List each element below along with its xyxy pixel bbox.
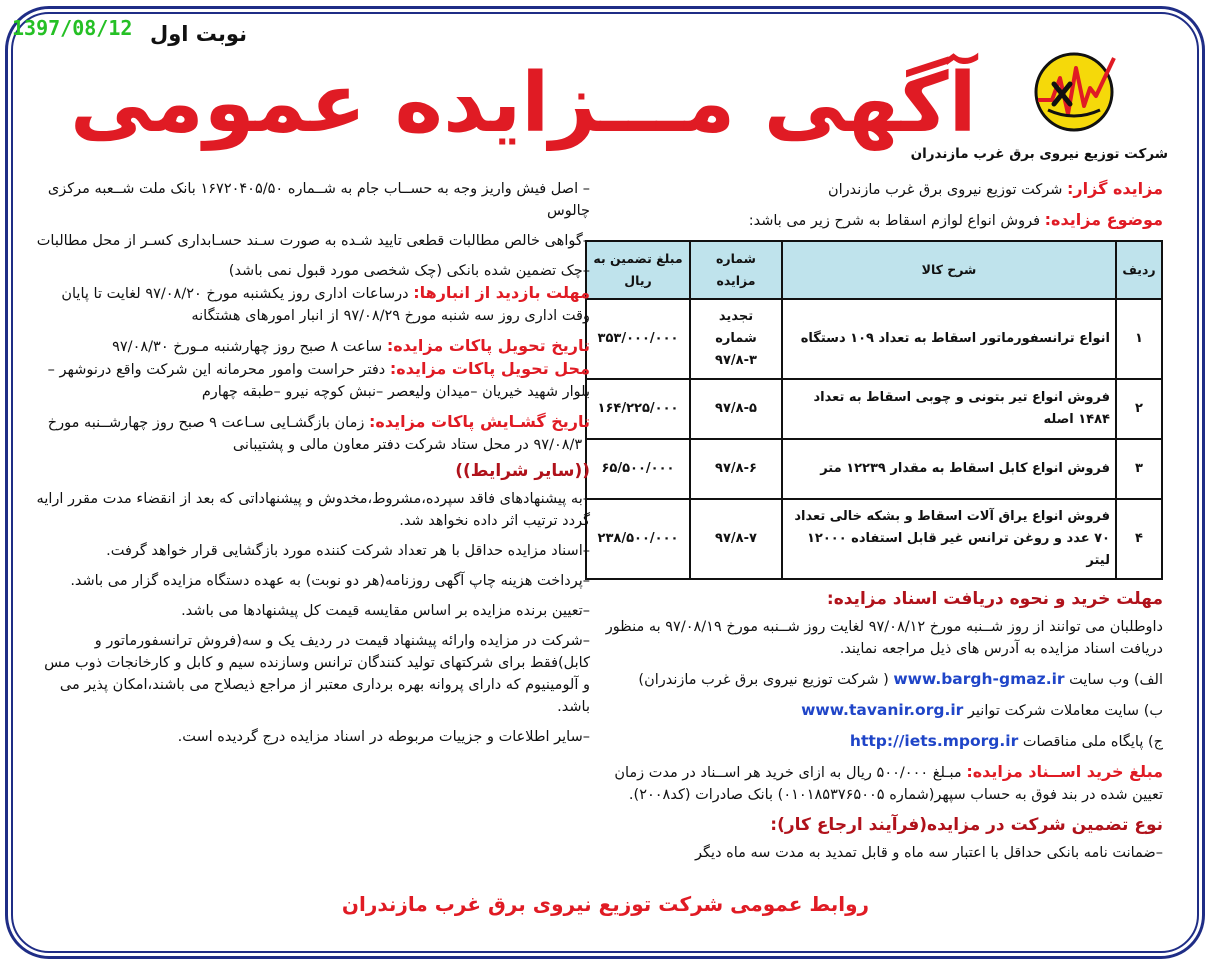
left-column xyxy=(36,178,590,748)
docs-a-prefix: الف) وب سایت xyxy=(1069,672,1163,688)
col-header-row-num: ردیف xyxy=(1116,241,1162,299)
docs-text: داوطلبان می توانند از روز شــنبه مورخ ۹۷/۰۸/۱۲ لغایت روز شــنبه مورخ ۹۷/۰۸/۱۹ به منظور دریافت اسناد مزایده به آدرس های ذیل مراجعه نمایند. xyxy=(605,619,1163,657)
visit-text: درساعات اداری روز یکشنبه مورخ ۹۷/۰۸/۲۰ لغایت تا پایان وقت اداری روز سه شنبه مورخ ۹۷/۰۸/۲۹ از انبار امورهای هشتگانه xyxy=(61,286,590,324)
row-description: فروش انواع یراق آلات اسقاط و بشکه خالی تعداد ۷۰ عدد و روغن ترانس غیر قابل استفاده ۱۲۰۰۰ لیتر xyxy=(782,499,1116,579)
condition-item: –شرکت در مزایده وارائه پیشنهاد قیمت در ردیف یک و سه(فروش ترانسفورماتور و کابل)فقط برای شرکتهای تولید کنندگان ترانس وسازنده سیم و کابل و کارخانجات ذوب مس و آلومینیوم که دارای پروانه بهره برداری معتبر از مراجع ذیصلاح می باشند،امکان پذیر می باشد. xyxy=(44,633,590,715)
opening-label: تاریخ گشـایش پاکات مزایده: xyxy=(368,412,590,431)
docs-c-prefix: ج) پایگاه ملی مناقصات xyxy=(1022,734,1163,750)
footer-public-relations: روابط عمومی شرکت توزیع نیروی برق غرب مازندران xyxy=(341,892,870,916)
other-conditions-heading: ((سایر شرایط)) xyxy=(455,461,590,481)
auctioneer-label: مزایده گزار: xyxy=(1067,179,1163,198)
row-auction-number: ۹۷/۸-۵ xyxy=(690,379,782,439)
lightning-logo-icon xyxy=(1030,48,1118,136)
subject-label: موضوع مزایده: xyxy=(1044,210,1163,229)
right-column xyxy=(585,178,1163,864)
page-title: آگهی مـــزایده عمومی xyxy=(70,56,977,151)
visit-paragraph xyxy=(36,282,590,327)
condition-item: –چک تضمین شده بانکی (چک شخصی مورد قبول نمی باشد) xyxy=(228,263,590,279)
condition-item: –پرداخت هزینه چاپ آگهی روزنامه(هر دو نوبت) به عهده دستگاه مزایده گزار می باشد. xyxy=(70,573,590,589)
tavanir-link[interactable]: www.tavanir.org.ir xyxy=(801,701,964,719)
row-number: ۳ xyxy=(1116,439,1162,499)
delivery-place-paragraph xyxy=(36,358,590,403)
row-number: ۱ xyxy=(1116,299,1162,379)
row-guarantee-amount: ۳۵۳/۰۰۰/۰۰۰ xyxy=(586,299,690,379)
bargh-gmaz-link[interactable]: www.bargh-gmaz.ir xyxy=(893,670,1065,688)
docs-a-suffix: ( شرکت توزیع نیروی برق غرب مازندران) xyxy=(638,672,889,688)
subject-value: فروش انواع لوازم اسقاط به شرح زیر می باشد: xyxy=(748,213,1041,229)
row-number: ۲ xyxy=(1116,379,1162,439)
auctioneer-line xyxy=(585,178,1163,201)
delivery-date-label: تاریخ تحویل پاکات مزایده: xyxy=(386,336,590,355)
col-header-auction-number: شماره مزایده xyxy=(690,241,782,299)
condition-item: –اسناد مزایده حداقل با هر تعداد شرکت کننده مورد بازگشایی قرار خواهد گرفت. xyxy=(106,543,590,559)
price-paragraph xyxy=(585,761,1163,806)
guarantee-heading: نوع تضمین شرکت در مزایده(فرآیند ارجاع کار): xyxy=(770,815,1163,835)
col-header-guarantee-amount: مبلغ تضمین به ریال xyxy=(586,241,690,299)
price-label: مبلغ خرید اســناد مزایده: xyxy=(966,762,1163,781)
condition-item: – اصل فیش واریز وجه به حســاب جام به شــماره ۱۶۷۲۰۴۰۵/۵۰ بانک ملت شــعبه مرکزی چالوس xyxy=(47,181,590,219)
company-name: شرکت توزیع نیروی برق غرب مازندران xyxy=(910,146,1168,162)
row-guarantee-amount: ۶۵/۵۰۰/۰۰۰ xyxy=(586,439,690,499)
docs-source-a xyxy=(585,668,1163,691)
table-row xyxy=(586,379,1162,439)
row-description: انواع ترانسفورماتور اسقاط به تعداد ۱۰۹ دستگاه xyxy=(782,299,1116,379)
date-stamp: 1397/08/12 xyxy=(12,16,133,40)
delivery-place-text: دفتر حراست وامور محرمانه این شرکت واقع درنوشهر –بلوار شهید خیریان –میدان ولیعصر –نبش کوچه نیرو –طبقه چهارم xyxy=(47,362,590,400)
docs-b-prefix: ب) سایت معاملات شرکت توانیر xyxy=(967,703,1163,719)
condition-item: –سایر اطلاعات و جزییات مربوطه در اسناد مزایده درج گردیده است. xyxy=(177,729,590,745)
table-header-row xyxy=(586,241,1162,299)
guarantee-text: –ضمانت نامه بانکی حداقل با اعتبار سه ماه و قابل تمدید به مدت سه ماه دیگر xyxy=(695,845,1163,861)
items-table xyxy=(585,240,1163,580)
row-description: فروش انواع تیر بتونی و چوبی اسقاط به تعداد ۱۴۸۴ اصله xyxy=(782,379,1116,439)
col-header-description: شرح کالا xyxy=(782,241,1116,299)
docs-source-b xyxy=(585,699,1163,722)
row-guarantee-amount: ۲۳۸/۵۰۰/۰۰۰ xyxy=(586,499,690,579)
delivery-place-label: محل تحویل پاکات مزایده: xyxy=(389,359,590,378)
opening-text: زمان بازگشـایی سـاعت ۹ صبح روز چهارشــنبه مورخ ۹۷/۰۸/۳۰ در محل ستاد شرکت دفتر معاون مالی و پشتیبانی xyxy=(47,415,590,453)
row-auction-number: ۹۷/۸-۷ xyxy=(690,499,782,579)
table-row xyxy=(586,499,1162,579)
price-text: مبـلغ ۵۰۰/۰۰۰ ریال به ازای خرید هر اســناد در مدت زمان تعیین شده در بند فوق به حساب سپهر(شماره ۰۱۰۱۸۵۳۷۶۵۰۰۵) بانک صادرات (کد۲۰۰۸). xyxy=(614,765,1163,803)
row-auction-number: ۹۷/۸-۶ xyxy=(690,439,782,499)
docs-source-c xyxy=(585,730,1163,753)
row-guarantee-amount: ۱۶۴/۲۲۵/۰۰۰ xyxy=(586,379,690,439)
row-auction-number: تجدید شماره ۳-۹۷/۸ xyxy=(690,299,782,379)
condition-item: –به پیشنهادهای فاقد سپرده،مشروط،مخدوش و پیشنهاداتی که بعد از انقضاء مدت مقرر ارایه گردد ترتیب اثر داده نخواهد شد. xyxy=(36,491,590,529)
delivery-date-text: ساعت ۸ صبح روز چهارشنبه مـورخ ۹۷/۰۸/۳۰ xyxy=(112,339,383,355)
round-label: نوبت اول xyxy=(150,22,247,46)
iets-link[interactable]: http://iets.mporg.ir xyxy=(849,732,1019,750)
docs-heading: مهلت خرید و نحوه دریافت اسناد مزایده: xyxy=(826,589,1163,609)
opening-paragraph xyxy=(36,411,590,456)
company-logo xyxy=(1030,48,1118,136)
row-number: ۴ xyxy=(1116,499,1162,579)
table-row xyxy=(586,299,1162,379)
visit-label: مهلت بازدید از انبارها: xyxy=(413,283,590,302)
auctioneer-value: شرکت توزیع نیروی برق غرب مازندران xyxy=(828,182,1063,198)
condition-item: –تعیین برنده مزایده بر اساس مقایسه قیمت کل پیشنهادها می باشد. xyxy=(181,603,590,619)
condition-item: –گواهی خالص مطالبات قطعی تایید شـده به صورت سـند حسـابداری کسـر از محل مطالبات xyxy=(36,233,590,249)
row-description: فروش انواع کابل اسقاط به مقدار ۱۲۲۳۹ متر xyxy=(782,439,1116,499)
delivery-date-paragraph xyxy=(36,335,590,358)
subject-line xyxy=(585,209,1163,232)
table-row xyxy=(586,439,1162,499)
